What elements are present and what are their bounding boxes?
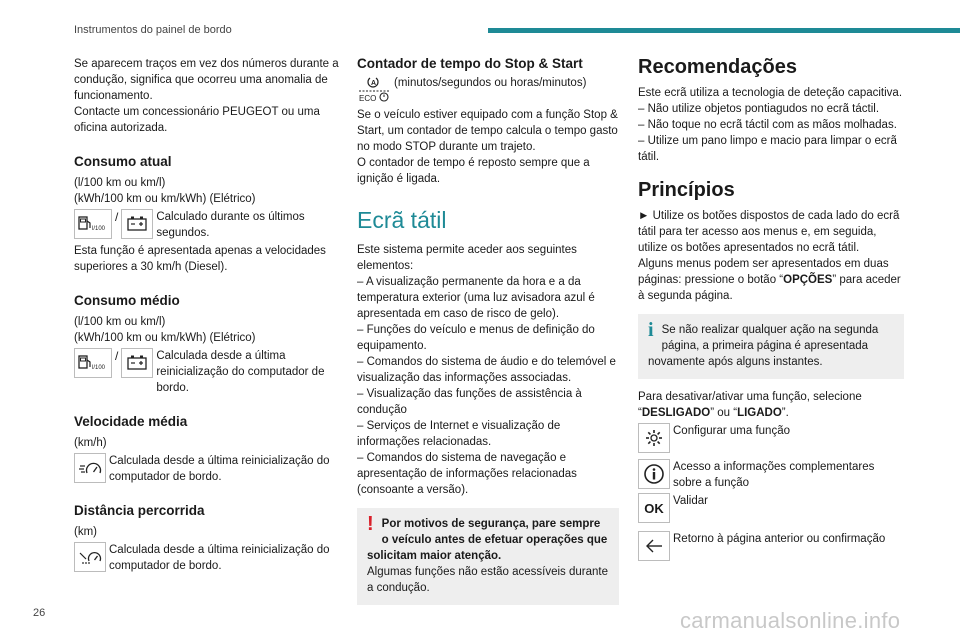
opcoes-label: OPÇÕES — [783, 274, 833, 286]
consumo-atual-units-1: (l/100 km ou km/l) — [74, 177, 166, 189]
icon-separator: / — [115, 349, 119, 363]
svg-text:A: A — [371, 80, 377, 87]
info-icon — [638, 459, 670, 489]
warning-box — [357, 508, 619, 605]
fuel-pump-icon — [74, 209, 112, 239]
consumo-medio-units-2: (kWh/100 km ou km/kWh) (Elétrico) — [74, 332, 256, 344]
recomendacoes-text-3: – Não toque no ecrã táctil com as mãos molhadas. — [638, 119, 897, 131]
ecra-item-4: – Visualização das funções de assistência à condução — [357, 388, 582, 416]
icon-row-info — [638, 459, 904, 491]
warning-exclamation-icon: ! — [367, 513, 374, 535]
icon-label-retorno: Retorno à página anterior ou confirmação — [673, 533, 886, 545]
consumo-atual-note: Esta função é apresentada apenas a velocidades superiores a 30 km/h (Diesel). — [74, 245, 326, 273]
consumo-medio-icon-row — [74, 348, 340, 396]
stop-start-icon-row — [357, 75, 619, 107]
recomendacoes-text-1: Este ecrã utiliza a tecnologia de deteção capacitiva. — [638, 87, 903, 99]
warning-bold-text: Por motivos de segurança, pare sempre o veículo antes de efetuar operações que solicitam maior atenção. — [367, 518, 608, 562]
velocidade-media-units: (km/h) — [74, 437, 107, 449]
page-header-title: Instrumentos do painel de bordo — [74, 24, 232, 36]
distancia-units: (km) — [74, 526, 97, 538]
battery-icon — [121, 209, 153, 239]
velocidade-media-desc: Calculada desde a última reinicialização do computador de bordo. — [109, 455, 330, 483]
svg-text:l/100: l/100 — [92, 365, 106, 371]
velocidade-media-icon-row — [74, 453, 340, 485]
battery-icon — [121, 348, 153, 378]
ecra-item-3: – Comandos do sistema de áudio e do telemóvel e visualização das informações associadas. — [357, 356, 616, 384]
icon-label-configurar: Configurar uma função — [673, 425, 790, 437]
icon-row-back — [638, 531, 904, 561]
section-title-ecra-tatil: Ecrã tátil — [357, 207, 447, 233]
ecra-item-1: – A visualização permanente da hora e a da temperatura exterior (uma luz avisadora azul é apresentada em caso de risco de gelo). — [357, 276, 595, 320]
icon-label-info: Acesso a informações complementares sobre a função — [673, 461, 875, 489]
recomendacoes-text-2: – Não utilize objetos pontiagudos no ecrã táctil. — [638, 103, 880, 115]
consumo-medio-units-1: (l/100 km ou km/l) — [74, 316, 166, 328]
desligado-label: DESLIGADO — [641, 407, 711, 419]
stop-start-text-1: Se o veículo estiver equipado com a função Stop & Start, um contador de tempo calcula o tempo gasto no modo STOP durante um trajeto. — [357, 109, 618, 153]
icon-label-validar: Validar — [673, 495, 708, 507]
ecra-item-6: – Comandos do sistema de navegação e apresentação de informações relacionadas (consoante a versão). — [357, 452, 577, 496]
distancia-desc: Calculada desde a última reinicialização do computador de bordo. — [109, 544, 330, 572]
section-title-consumo-medio: Consumo médio — [74, 293, 180, 308]
consumo-medio-desc: Calculada desde a última reinicialização do computador de bordo. — [156, 350, 325, 394]
page-number: 26 — [33, 607, 46, 619]
section-title-stop-start: Contador de tempo do Stop & Start — [357, 56, 583, 71]
column-right — [638, 56, 904, 563]
section-title-principios: Princípios — [638, 179, 735, 201]
column-left — [74, 56, 340, 576]
stop-start-units: (minutos/segundos ou horas/minutos) — [394, 77, 587, 89]
icon-row-configurar — [638, 423, 904, 453]
ecra-intro: Este sistema permite aceder aos seguintes elementos: — [357, 244, 577, 272]
consumo-atual-units-2: (kWh/100 km ou km/kWh) (Elétrico) — [74, 193, 256, 205]
svg-text:l/100: l/100 — [92, 226, 106, 232]
intro-text-2: Contacte um concessionário PEUGEOT ou uma oficina autorizada. — [74, 106, 320, 134]
info-text: Se não realizar qualquer ação na segunda página, a primeira página é apresentada novamente após alguns instantes. — [648, 324, 879, 368]
recomendacoes-text-4: – Utilize um pano limpo e macio para limpar o ecrã tátil. — [638, 135, 897, 163]
intro-text-1: Se aparecem traços em vez dos números durante a condução, significa que ocorreu uma anomalia de funcionamento. — [74, 58, 339, 102]
watermark-text: carmanualsonline.info — [680, 608, 901, 633]
eco-label: ECO — [359, 94, 377, 103]
distance-icon — [74, 542, 106, 572]
column-middle — [357, 56, 619, 605]
warning-text: Algumas funções não estão acessíveis durante a condução. — [367, 566, 609, 594]
section-title-consumo-atual: Consumo atual — [74, 154, 172, 169]
section-title-velocidade-media: Velocidade média — [74, 414, 188, 429]
back-arrow-icon — [638, 531, 670, 561]
section-title-distancia: Distância percorrida — [74, 503, 205, 518]
consumo-atual-desc: Calculado durante os últimos segundos. — [156, 211, 305, 239]
speedometer-icon — [74, 453, 106, 483]
fuel-pump-icon — [74, 348, 112, 378]
section-title-recomendacoes: Recomendações — [638, 56, 797, 78]
icon-separator: / — [115, 210, 119, 224]
ecra-item-2: – Funções do veículo e menus de definição do equipamento. — [357, 324, 595, 352]
consumo-atual-icon-row — [74, 209, 340, 241]
eco-timer-icon — [357, 75, 391, 107]
stop-start-text-2: O contador de tempo é reposto sempre que a ignição é ligada. — [357, 157, 590, 185]
principios-text-1: ► Utilize os botões dispostos de cada lado do ecrã tátil para ter acesso aos menus e, em seguida, utilize os botões apresentados no ecrã tátil. — [638, 210, 900, 254]
principios-text-2: Alguns menus podem ser apresentados em duas páginas: pressione o botão “OPÇÕES” para aceder à segunda página. — [638, 258, 901, 302]
ecra-item-5: – Serviços de Internet e visualização de informações relacionadas. — [357, 420, 561, 448]
desativar-text: Para desativar/ativar uma função, selecione “DESLIGADO” ou “LIGADO”. — [638, 391, 862, 419]
header-accent-bar — [488, 28, 960, 33]
info-i-icon: i — [648, 319, 654, 341]
ligado-label: LIGADO — [737, 407, 782, 419]
info-box — [638, 314, 904, 379]
distancia-icon-row — [74, 542, 340, 574]
ok-icon: OK — [638, 493, 670, 523]
icon-row-ok — [638, 493, 904, 523]
settings-gear-icon — [638, 423, 670, 453]
